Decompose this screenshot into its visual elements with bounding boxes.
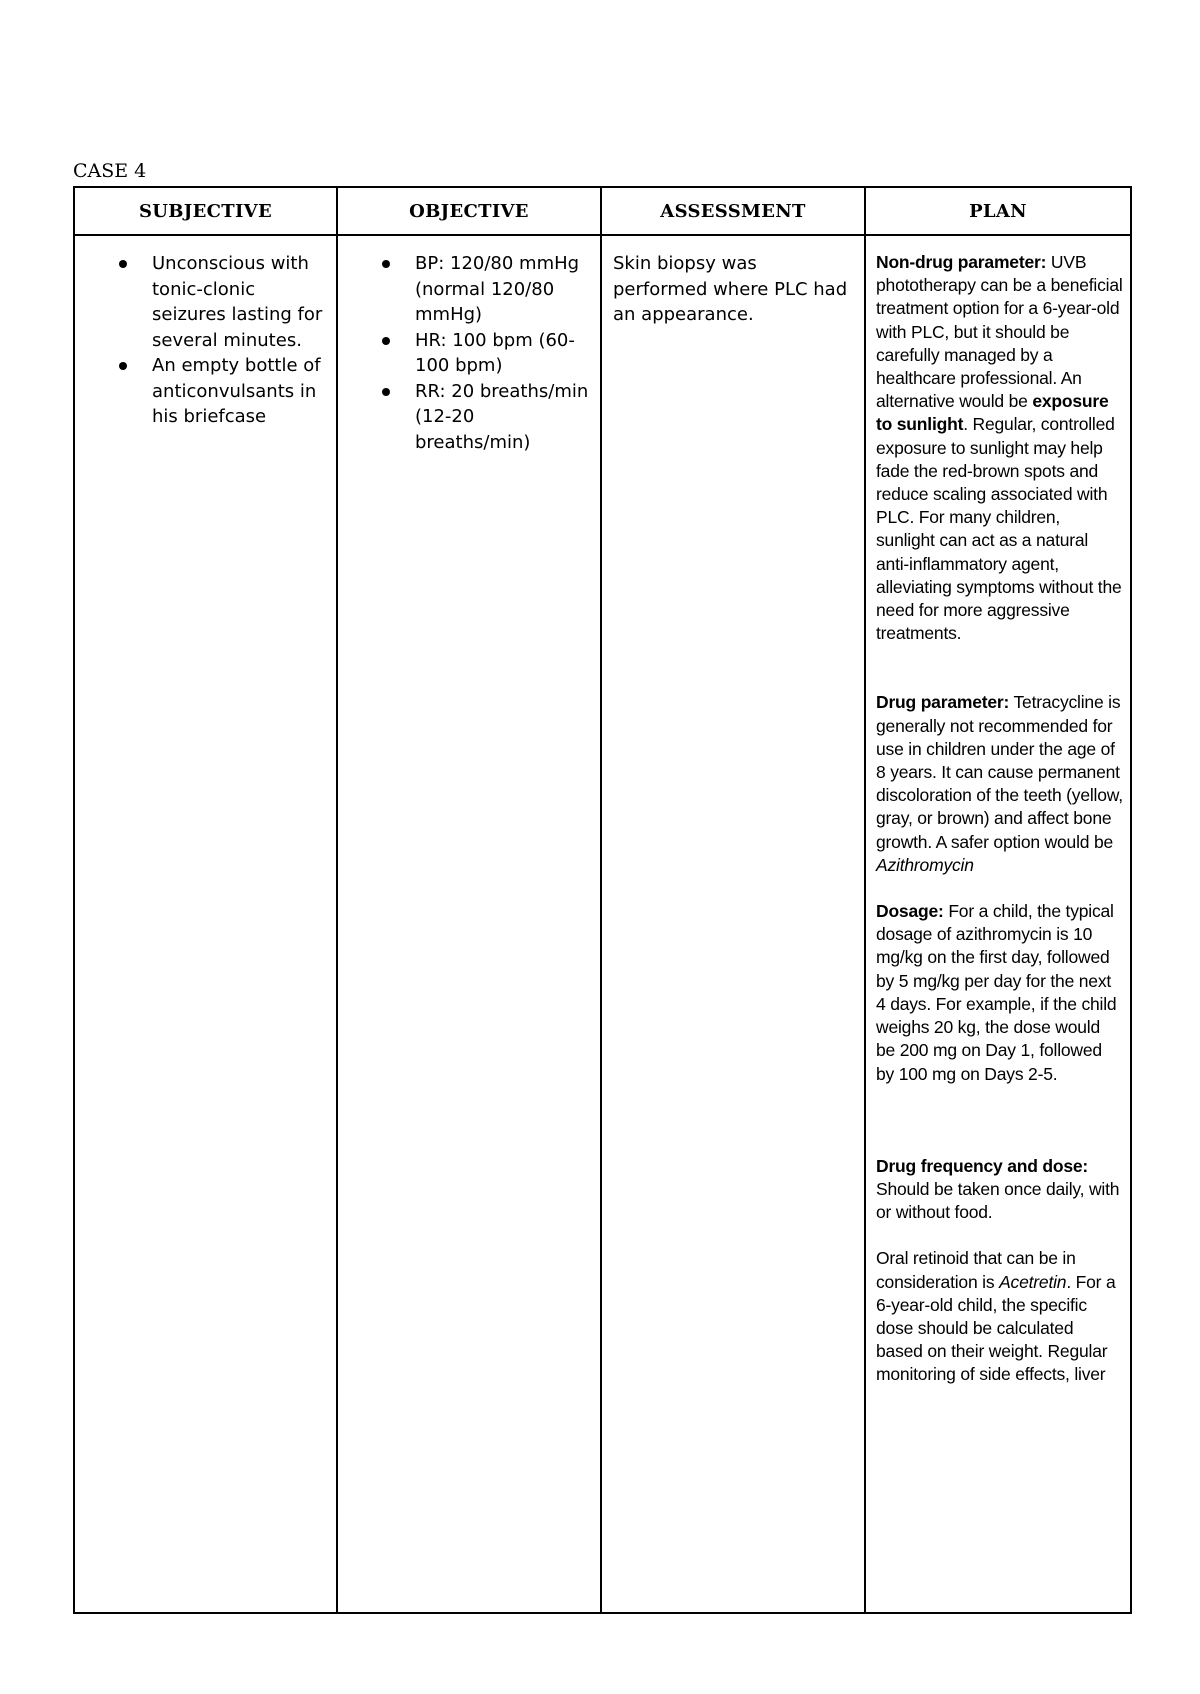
retinoid-italic: Acetretin xyxy=(999,1271,1067,1292)
list-item: Unconscious with tonic-clonic seizures lasting for several minutes. xyxy=(152,251,327,353)
list-item: HR: 100 bpm (60-100 bpm) xyxy=(415,328,591,379)
assessment-cell xyxy=(601,235,865,1613)
drug-text: Tetracycline is generally not recommended for use in children under the age of 8 years. It can cause permanent discoloration of the teeth (yellow, gray, or brown) and affect bone growth. A safer option would be xyxy=(876,692,1123,852)
header-objective: OBJECTIVE xyxy=(337,187,601,235)
drug-label: Drug parameter: xyxy=(876,692,1010,713)
nondrug-text-2: . Regular, controlled exposure to sunlight may help fade the red-brown spots and reduce scaling associated with PLC. For many children, sunlight can act as a natural anti-inflammatory agent, alleviating symptoms without the need for more aggressive treatments. xyxy=(876,414,1122,644)
header-plan: PLAN xyxy=(865,187,1131,235)
objective-list xyxy=(339,251,599,455)
header-subjective: SUBJECTIVE xyxy=(74,187,337,235)
retinoid-text-2: . For a 6-year-old child, the specific dose should be calculated based on their weight. Regular monitoring of side effects, liver xyxy=(876,1271,1116,1385)
frequency-label: Drug frequency and dose: xyxy=(876,1155,1089,1176)
dosage-paragraph xyxy=(876,900,1123,1086)
plan-cell xyxy=(865,235,1131,1613)
list-item: An empty bottle of anticonvulsants in his briefcase xyxy=(152,353,327,430)
objective-cell xyxy=(337,235,601,1613)
case-title: CASE 4 xyxy=(73,160,147,182)
frequency-paragraph xyxy=(876,1155,1123,1225)
header-row xyxy=(74,187,1131,235)
nondrug-label: Non-drug parameter: xyxy=(876,252,1047,272)
list-item: BP: 120/80 mmHg (normal 120/80 mmHg) xyxy=(415,251,591,328)
subjective-list xyxy=(76,251,335,430)
dosage-text: For a child, the typical dosage of azithromycin is 10 mg/kg on the first day, followed by 5 mg/kg per day for the next 4 days. For example, if the child weighs 20 kg, the dose would be 200 mg on Day 1, followed by 100 mg on Days 2-5. xyxy=(876,901,1117,1084)
drug-italic: Azithromycin xyxy=(876,854,974,875)
retinoid-text-1: Oral retinoid that can be in consideration is xyxy=(876,1248,1076,1292)
soap-table xyxy=(73,186,1132,1614)
assessment-text: Skin biopsy was performed where PLC had an appearance. xyxy=(613,253,848,325)
nondrug-bold: exposure to sunlight xyxy=(876,391,1109,435)
dosage-label: Dosage: xyxy=(876,901,944,922)
drug-paragraph xyxy=(876,691,1123,877)
frequency-text: Should be taken once daily, with or without food. xyxy=(876,1178,1120,1223)
nondrug-paragraph xyxy=(876,251,1123,645)
header-assessment: ASSESSMENT xyxy=(601,187,865,235)
content-row xyxy=(74,235,1131,1613)
plan-content xyxy=(867,237,1129,1387)
nondrug-text-1: UVB phototherapy can be a beneficial treatment option for a 6-year-old with PLC, but it should be carefully managed by a healthcare professional. An alternative would be xyxy=(876,252,1123,412)
retinoid-paragraph xyxy=(876,1247,1123,1386)
list-item: RR: 20 breaths/min (12-20 breaths/min) xyxy=(415,379,591,456)
subjective-cell xyxy=(74,235,337,1613)
